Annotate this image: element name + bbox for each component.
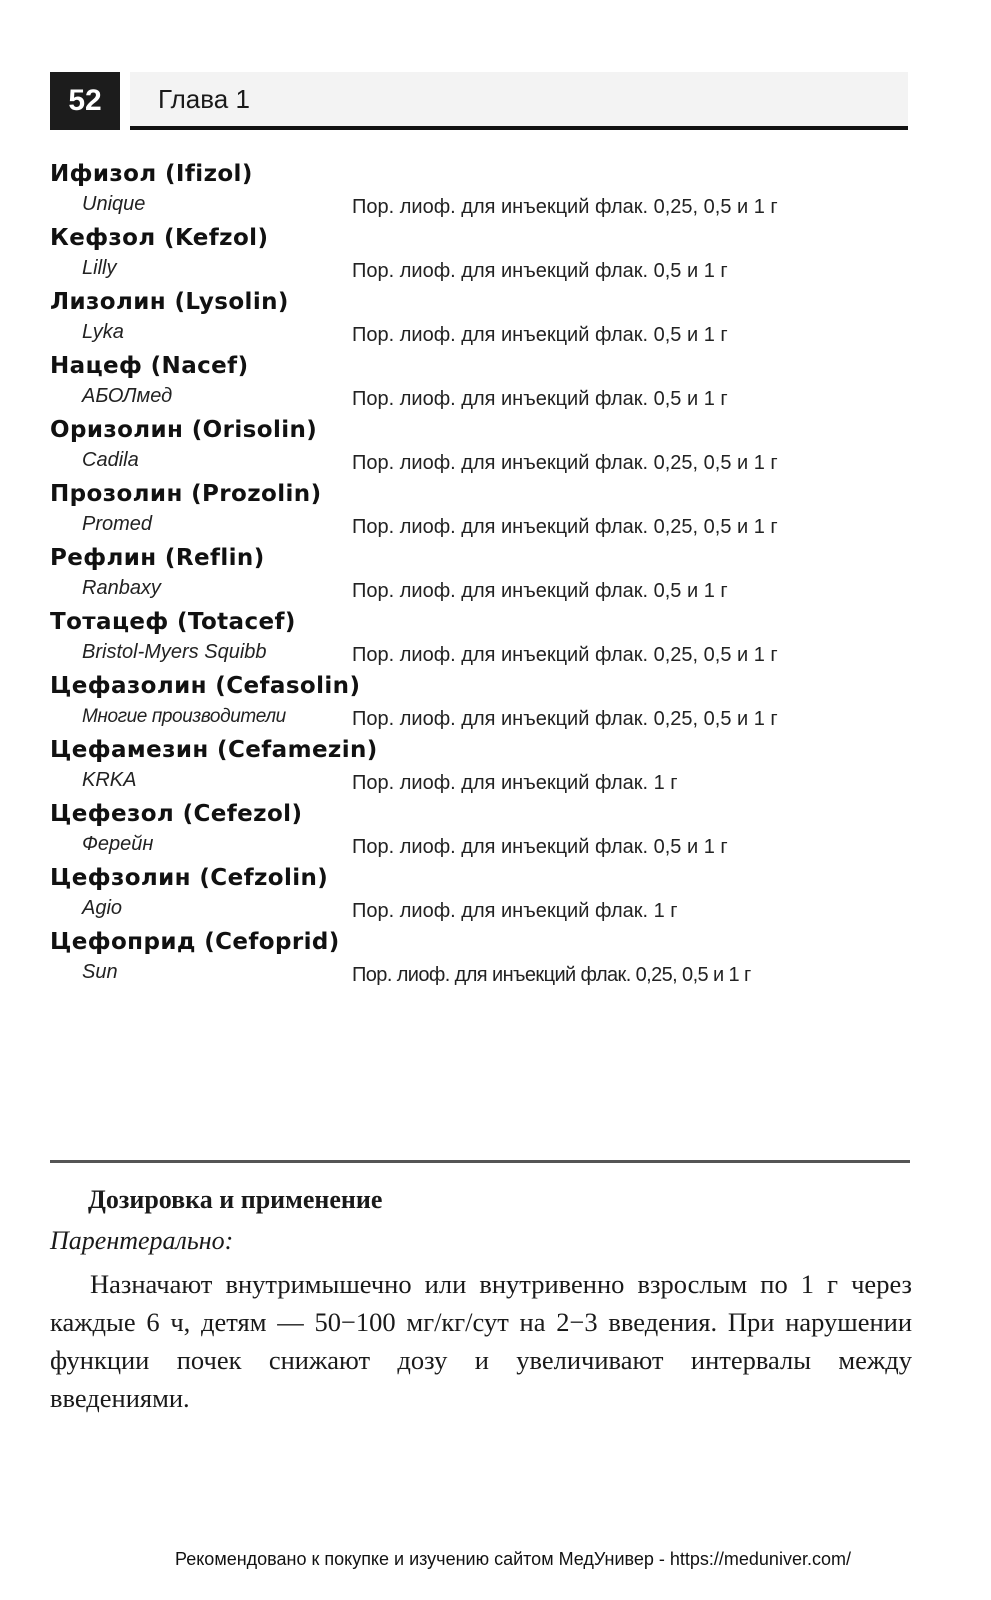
page-header: [50, 72, 908, 130]
manufacturer: Agio: [82, 897, 123, 919]
drug-name: Цефзолин (Cefzolin): [50, 865, 329, 891]
manufacturer: Lyka: [82, 321, 124, 343]
drug-entry: [50, 862, 910, 926]
drug-entry: [50, 606, 910, 670]
drug-row: [50, 958, 910, 990]
drug-row: [50, 702, 910, 734]
dosage-form: Пор. лиоф. для инъекций флак. 1 г: [352, 900, 678, 922]
manufacturer: Sun: [82, 961, 118, 983]
drug-entry: [50, 798, 910, 862]
drug-row: [50, 574, 910, 606]
dosage-form: Пор. лиоф. для инъекций флак. 0,5 и 1 г: [352, 836, 728, 858]
drug-entry: [50, 350, 910, 414]
dosage-form: Пор. лиоф. для инъекций флак. 0,25, 0,5 и 1 г: [352, 196, 778, 218]
drug-row: [50, 254, 910, 286]
drug-entry: [50, 542, 910, 606]
drug-row: [50, 638, 910, 670]
drug-row: [50, 830, 910, 862]
dosage-form: Пор. лиоф. для инъекций флак. 0,25, 0,5 и 1 г: [352, 964, 751, 986]
dosage-form: Пор. лиоф. для инъекций флак. 0,5 и 1 г: [352, 260, 728, 282]
manufacturer: Ферейн: [82, 833, 154, 855]
drug-name: Ифизол (Ifizol): [50, 161, 253, 187]
drug-entry: [50, 414, 910, 478]
drug-name: Нацеф (Nacef): [50, 353, 249, 379]
dosage-form: Пор. лиоф. для инъекций флак. 0,25, 0,5 и 1 г: [352, 516, 778, 538]
drug-row: [50, 446, 910, 478]
page-number: 52: [50, 72, 120, 130]
drug-row: [50, 318, 910, 350]
manufacturer: Lilly: [82, 257, 117, 279]
drug-row: [50, 382, 910, 414]
dosage-form: Пор. лиоф. для инъекций флак. 0,25, 0,5 и 1 г: [352, 452, 778, 474]
manufacturer: Unique: [82, 193, 146, 215]
manufacturer: Cadila: [82, 449, 139, 471]
drug-entry: [50, 734, 910, 798]
drug-name: Рефлин (Reflin): [50, 545, 265, 571]
drug-entry: [50, 926, 910, 990]
drug-name: Цефамезин (Cefamezin): [50, 737, 378, 763]
drug-name: Оризолин (Orisolin): [50, 417, 318, 443]
manufacturer: Многие производители: [82, 706, 286, 727]
manufacturer: KRKA: [82, 769, 137, 791]
manufacturer: Promed: [82, 513, 153, 535]
drug-entry: [50, 158, 910, 222]
drug-name: Цефазолин (Cefasolin): [50, 673, 361, 699]
drug-entry: [50, 478, 910, 542]
drug-row: [50, 190, 910, 222]
drug-name: Цефезол (Cefezol): [50, 801, 303, 827]
drug-name: Тотацеф (Totacef): [50, 609, 296, 635]
table-bottom-rule: [50, 1160, 910, 1163]
chapter-band: [130, 72, 908, 130]
drug-name: Цефоприд (Cefoprid): [50, 929, 340, 955]
dosage-form: Пор. лиоф. для инъекций флак. 1 г: [352, 772, 678, 794]
dosage-form: Пор. лиоф. для инъекций флак. 0,5 и 1 г: [352, 580, 728, 602]
manufacturer: АБОЛмед: [82, 385, 173, 407]
drug-row: [50, 766, 910, 798]
section-title: Дозировка и применение: [88, 1185, 383, 1214]
dosage-form: Пор. лиоф. для инъекций флак. 0,25, 0,5 и 1 г: [352, 644, 778, 666]
drug-name: Лизолин (Lysolin): [50, 289, 289, 315]
drug-entry: [50, 670, 910, 734]
dosage-form: Пор. лиоф. для инъекций флак. 0,5 и 1 г: [352, 388, 728, 410]
drug-row: [50, 510, 910, 542]
manufacturer: Bristol-Myers Squibb: [82, 641, 267, 663]
route-label: Парентерально:: [50, 1226, 234, 1255]
drug-entry: [50, 222, 910, 286]
drug-name: Кефзол (Kefzol): [50, 225, 269, 251]
dosage-paragraph: Назначают внутримышечно или внутривенно взрослым по 1 г через каждые 6 ч, детям — 50−100 мг/кг/сут на 2−3 введения. При нарушении функции почек снижают дозу и увеличивают интервалы между введениями.: [50, 1269, 912, 1413]
dosage-form: Пор. лиоф. для инъекций флак. 0,25, 0,5 и 1 г: [352, 708, 778, 730]
drug-list: [50, 158, 910, 990]
footer-note: Рекомендовано к покупке и изучению сайтом МедУнивер - https://meduniver.com/: [175, 1549, 851, 1569]
drug-entry: [50, 286, 910, 350]
chapter-title: Глава 1: [158, 84, 250, 114]
manufacturer: Ranbaxy: [82, 577, 161, 599]
dosage-form: Пор. лиоф. для инъекций флак. 0,5 и 1 г: [352, 324, 728, 346]
drug-name: Прозолин (Prozolin): [50, 481, 322, 507]
drug-row: [50, 894, 910, 926]
